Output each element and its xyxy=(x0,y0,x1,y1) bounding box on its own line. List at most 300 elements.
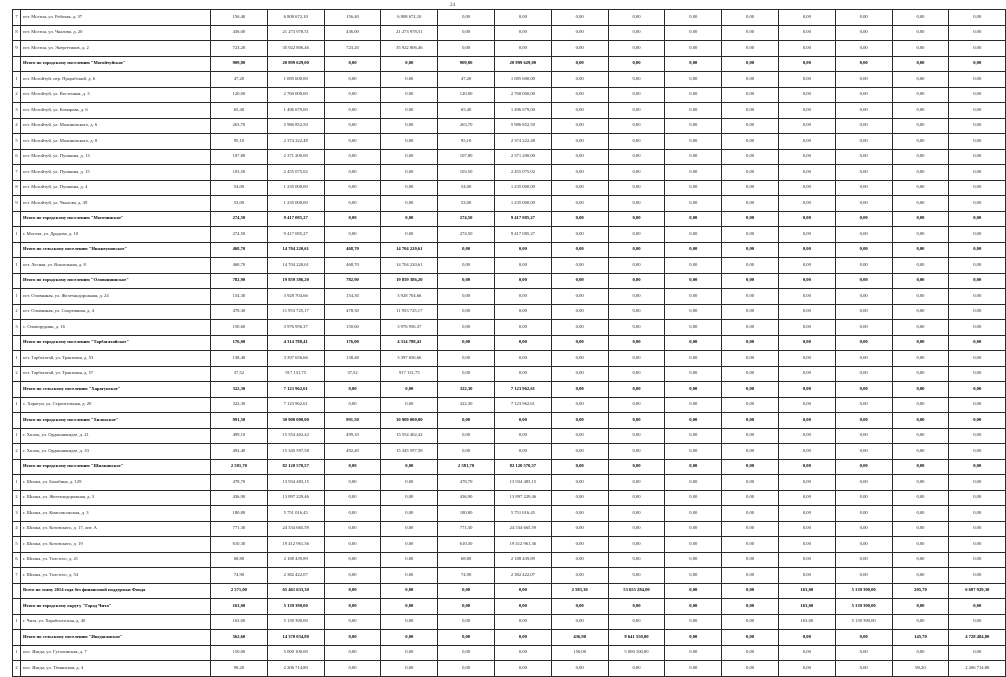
subtotal-label: Итого по городскому поселению "Оловяннинское" xyxy=(21,273,211,289)
value-cell: 0,00 xyxy=(949,521,1006,537)
value-cell: 0,00 xyxy=(835,242,892,258)
value-cell: 5 139 390,00 xyxy=(835,614,892,630)
value-cell: 0,00 xyxy=(835,304,892,320)
value-cell: 2 455 075,02 xyxy=(494,165,551,181)
row-index: 6 xyxy=(13,552,21,568)
value-cell: 0,00 xyxy=(778,56,835,72)
value-cell: 0,00 xyxy=(778,366,835,382)
value-cell: 0,00 xyxy=(722,397,779,413)
value-cell: 13 897 229,46 xyxy=(267,490,324,506)
value-cell: 0,00 xyxy=(381,459,438,475)
value-cell: 0,00 xyxy=(665,103,722,119)
value-cell: 0,00 xyxy=(835,661,892,677)
value-cell: 5 139 390,00 xyxy=(267,614,324,630)
table-row xyxy=(13,475,1006,491)
row-index: 8 xyxy=(13,25,21,41)
value-cell: 1 235 000,00 xyxy=(494,180,551,196)
value-cell: 0,00 xyxy=(835,227,892,243)
value-cell: 150,60 xyxy=(211,320,268,336)
value-cell: 0,00 xyxy=(722,366,779,382)
value-cell: 0,00 xyxy=(665,335,722,351)
row-index: 8 xyxy=(13,180,21,196)
value-cell: 2 583,30 xyxy=(551,583,608,599)
row-index: 1 xyxy=(13,227,21,243)
value-cell: 0,00 xyxy=(608,165,665,181)
value-cell: 0,00 xyxy=(665,25,722,41)
value-cell: 0,00 xyxy=(665,211,722,227)
value-cell: 0,00 xyxy=(722,41,779,57)
value-cell: 14 704 220,61 xyxy=(267,242,324,258)
value-cell: 0,00 xyxy=(324,459,381,475)
value-cell: 2 371 200,00 xyxy=(267,149,324,165)
value-cell: 0,00 xyxy=(665,568,722,584)
value-cell: 0,00 xyxy=(608,537,665,553)
value-cell: 0,00 xyxy=(722,459,779,475)
value-cell: 0,00 xyxy=(381,211,438,227)
value-cell: 723,20 xyxy=(211,41,268,57)
value-cell: 0,00 xyxy=(722,335,779,351)
value-cell: 0,00 xyxy=(665,444,722,460)
value-cell: 0,00 xyxy=(381,614,438,630)
table-row xyxy=(13,289,1006,305)
value-cell: 0,00 xyxy=(438,289,495,305)
subtotal-label: Итого по сельскому поселению "Харагунское" xyxy=(21,382,211,398)
address-cell: пгт. Могойтуй, ул. Комарова, д. 6 xyxy=(21,103,211,119)
address-cell: пгт. Оловянная, ул. Спортивная, д. 4 xyxy=(21,304,211,320)
value-cell: 21 273 978,51 xyxy=(267,25,324,41)
value-cell: 0,00 xyxy=(438,10,495,26)
value-cell: 0,00 xyxy=(551,537,608,553)
value-cell: 0,00 xyxy=(949,180,1006,196)
value-cell: 0,00 xyxy=(665,165,722,181)
value-cell: 0,00 xyxy=(665,599,722,615)
value-cell: 0,00 xyxy=(778,41,835,57)
table-row xyxy=(13,103,1006,119)
value-cell: 0,00 xyxy=(892,289,949,305)
value-cell: 163,00 xyxy=(211,614,268,630)
value-cell: 0,00 xyxy=(949,366,1006,382)
value-cell: 2 581,70 xyxy=(438,459,495,475)
value-cell: 0,00 xyxy=(949,459,1006,475)
value-cell: 0,00 xyxy=(892,444,949,460)
value-cell: 0,00 xyxy=(551,475,608,491)
value-cell: 0,00 xyxy=(665,614,722,630)
subtotal-row xyxy=(13,382,1006,398)
value-cell: 180,80 xyxy=(438,506,495,522)
value-cell: 0,00 xyxy=(324,134,381,150)
value-cell: 0,00 xyxy=(892,552,949,568)
value-cell: 0,00 xyxy=(608,568,665,584)
table-row xyxy=(13,320,1006,336)
value-cell: 0,00 xyxy=(551,41,608,57)
value-cell: 7 123 962,61 xyxy=(267,397,324,413)
value-cell: 0,00 xyxy=(665,382,722,398)
value-cell: 0,00 xyxy=(835,475,892,491)
value-cell: 0,00 xyxy=(324,211,381,227)
value-cell: 0,00 xyxy=(778,552,835,568)
value-cell: 35 922 806,46 xyxy=(267,41,324,57)
value-cell: 0,00 xyxy=(665,10,722,26)
value-cell: 274,50 xyxy=(211,211,268,227)
table-row xyxy=(13,227,1006,243)
value-cell: 0,00 xyxy=(551,242,608,258)
value-cell: 9 417 085,27 xyxy=(494,211,551,227)
value-cell: 0,00 xyxy=(892,10,949,26)
value-cell: 0,00 xyxy=(665,397,722,413)
row-index: 2 xyxy=(13,444,21,460)
value-cell: 5 751 016,45 xyxy=(494,506,551,522)
value-cell: 0,00 xyxy=(551,25,608,41)
value-cell: 120,00 xyxy=(438,87,495,103)
value-cell: 65 461 633,30 xyxy=(267,583,324,599)
value-cell: 0,00 xyxy=(949,10,1006,26)
value-cell: 0,00 xyxy=(892,568,949,584)
value-cell: 0,00 xyxy=(551,258,608,274)
value-cell: 468,70 xyxy=(211,242,268,258)
value-cell: 0,00 xyxy=(949,335,1006,351)
value-cell: 0,00 xyxy=(608,335,665,351)
value-cell: 0,00 xyxy=(835,87,892,103)
row-index: 3 xyxy=(13,103,21,119)
value-cell: 0,00 xyxy=(892,645,949,661)
value-cell: 82 120 570,57 xyxy=(494,459,551,475)
value-cell: 0,00 xyxy=(835,10,892,26)
value-cell: 0,00 xyxy=(438,335,495,351)
value-cell: 0,00 xyxy=(324,599,381,615)
value-cell: 0,00 xyxy=(608,41,665,57)
value-cell: 0,00 xyxy=(835,211,892,227)
value-cell: 0,00 xyxy=(494,335,551,351)
value-cell: 2 382 422,07 xyxy=(494,568,551,584)
value-cell: 0,00 xyxy=(892,134,949,150)
table-row xyxy=(13,258,1006,274)
value-cell: 0,00 xyxy=(551,180,608,196)
value-cell: 0,00 xyxy=(892,599,949,615)
value-cell: 0,00 xyxy=(665,583,722,599)
value-cell: 54,00 xyxy=(438,180,495,196)
value-cell: 1 235 000,00 xyxy=(494,196,551,212)
table-row xyxy=(13,351,1006,367)
value-cell: 15 345 597,58 xyxy=(381,444,438,460)
address-cell: с. Харагун, ул. Строительная, д. 20 xyxy=(21,397,211,413)
table-row xyxy=(13,661,1006,677)
value-cell: 0,00 xyxy=(324,614,381,630)
value-cell: 0,00 xyxy=(494,645,551,661)
value-cell: 0,00 xyxy=(608,521,665,537)
value-cell: 0,00 xyxy=(778,490,835,506)
value-cell: 0,00 xyxy=(778,118,835,134)
value-cell: 0,00 xyxy=(438,258,495,274)
value-cell: 0,00 xyxy=(892,320,949,336)
value-cell: 0,00 xyxy=(551,428,608,444)
value-cell: 0,00 xyxy=(892,428,949,444)
value-cell: 0,00 xyxy=(494,413,551,429)
value-cell: 0,00 xyxy=(892,335,949,351)
value-cell: 0,00 xyxy=(778,506,835,522)
address-cell: г. Хилок, ул. Орджоникидзе, д. 21 xyxy=(21,428,211,444)
value-cell: 2 760 000,00 xyxy=(494,87,551,103)
value-cell: 499,10 xyxy=(211,428,268,444)
value-cell: 0,00 xyxy=(778,196,835,212)
value-cell: 909,80 xyxy=(211,56,268,72)
value-cell: 0,00 xyxy=(551,196,608,212)
value-cell: 138,48 xyxy=(324,351,381,367)
table-row xyxy=(13,366,1006,382)
value-cell: 0,00 xyxy=(892,537,949,553)
value-cell: 0,00 xyxy=(324,227,381,243)
value-cell: 0,00 xyxy=(381,475,438,491)
value-cell: 0,00 xyxy=(551,320,608,336)
value-cell: 0,00 xyxy=(722,211,779,227)
value-cell: 156,40 xyxy=(324,10,381,26)
value-cell: 436,00 xyxy=(324,25,381,41)
value-cell: 0,00 xyxy=(381,506,438,522)
value-cell: 0,00 xyxy=(835,428,892,444)
value-cell: 0,00 xyxy=(722,134,779,150)
value-cell: 15 554 402,42 xyxy=(267,428,324,444)
value-cell: 468,70 xyxy=(324,242,381,258)
subtotal-label: Всего по этапу 2014 года без финансовой поддержки Фонда xyxy=(21,583,211,599)
value-cell: 0,00 xyxy=(665,56,722,72)
value-cell: 68,80 xyxy=(438,552,495,568)
row-index: 1 xyxy=(13,397,21,413)
value-cell: 0,00 xyxy=(835,413,892,429)
value-cell: 6 808 672,10 xyxy=(267,10,324,26)
value-cell: 14 704 220,61 xyxy=(267,258,324,274)
value-cell: 0,00 xyxy=(438,304,495,320)
value-cell: 0,00 xyxy=(608,103,665,119)
table-row xyxy=(13,537,1006,553)
value-cell: 0,00 xyxy=(949,41,1006,57)
value-cell: 5 139 390,00 xyxy=(835,583,892,599)
value-cell: 0,00 xyxy=(438,645,495,661)
row-index xyxy=(13,382,21,398)
value-cell: 322,30 xyxy=(211,382,268,398)
value-cell: 0,00 xyxy=(381,599,438,615)
value-cell: 610,30 xyxy=(438,537,495,553)
value-cell: 917 131,75 xyxy=(267,366,324,382)
value-cell: 103,50 xyxy=(211,165,268,181)
value-cell: 0,00 xyxy=(949,568,1006,584)
table-row xyxy=(13,568,1006,584)
value-cell: 0,00 xyxy=(381,521,438,537)
value-cell: 0,00 xyxy=(892,273,949,289)
value-cell: 0,00 xyxy=(608,490,665,506)
value-cell: 0,00 xyxy=(551,149,608,165)
row-index: 2 xyxy=(13,87,21,103)
value-cell: 163,00 xyxy=(778,599,835,615)
value-cell: 0,00 xyxy=(949,227,1006,243)
subtotal-label: Итого по городскому поселению "Шилкинское" xyxy=(21,459,211,475)
table-row xyxy=(13,10,1006,26)
value-cell: 0,00 xyxy=(494,428,551,444)
value-cell: 478,70 xyxy=(438,475,495,491)
row-index: 1 xyxy=(13,645,21,661)
value-cell: 37,52 xyxy=(211,366,268,382)
value-cell: 2 374 222,48 xyxy=(267,134,324,150)
row-index: 1 xyxy=(13,475,21,491)
value-cell: 0,00 xyxy=(722,490,779,506)
value-cell: 0,00 xyxy=(438,320,495,336)
value-cell: 0,00 xyxy=(551,134,608,150)
value-cell: 0,00 xyxy=(494,289,551,305)
value-cell: 0,00 xyxy=(608,149,665,165)
value-cell: 0,00 xyxy=(778,180,835,196)
value-cell: 274,50 xyxy=(438,211,495,227)
value-cell: 0,00 xyxy=(665,475,722,491)
value-cell: 0,00 xyxy=(722,103,779,119)
value-cell: 4 728 484,80 xyxy=(949,630,1006,646)
value-cell: 0,00 xyxy=(665,134,722,150)
value-cell: 0,00 xyxy=(551,72,608,88)
value-cell: 0,00 xyxy=(722,165,779,181)
value-cell: 0,00 xyxy=(438,428,495,444)
value-cell: 0,00 xyxy=(608,320,665,336)
value-cell: 610,30 xyxy=(211,537,268,553)
page-number: 24 xyxy=(450,3,455,8)
value-cell: 0,00 xyxy=(722,227,779,243)
value-cell: 13 897 229,46 xyxy=(494,490,551,506)
value-cell: 0,00 xyxy=(778,25,835,41)
value-cell: 30 900 000,00 xyxy=(267,413,324,429)
value-cell: 0,00 xyxy=(381,227,438,243)
value-cell: 0,00 xyxy=(494,242,551,258)
value-cell: 322,30 xyxy=(438,397,495,413)
value-cell: 0,00 xyxy=(551,335,608,351)
value-cell: 0,00 xyxy=(494,583,551,599)
table-row xyxy=(13,304,1006,320)
value-cell: 0,00 xyxy=(949,273,1006,289)
table-row xyxy=(13,118,1006,134)
value-cell: 0,00 xyxy=(835,444,892,460)
value-cell: 0,00 xyxy=(551,444,608,460)
value-cell: 436,00 xyxy=(211,25,268,41)
value-cell: 2 206 714,80 xyxy=(267,661,324,677)
value-cell: 0,00 xyxy=(835,552,892,568)
table-row xyxy=(13,521,1006,537)
row-index: 6 xyxy=(13,149,21,165)
value-cell: 0,00 xyxy=(949,196,1006,212)
subtotal-label: Итого по сельскому поселению "Ингдаганское" xyxy=(21,630,211,646)
value-cell: 0,00 xyxy=(438,41,495,57)
value-cell: 0,00 xyxy=(778,304,835,320)
row-index: 1 xyxy=(13,351,21,367)
value-cell: 0,00 xyxy=(324,382,381,398)
value-cell: 0,00 xyxy=(778,134,835,150)
table-row xyxy=(13,614,1006,630)
value-cell: 0,00 xyxy=(778,537,835,553)
row-index: 1 xyxy=(13,614,21,630)
value-cell: 0,00 xyxy=(381,149,438,165)
value-cell: 74,90 xyxy=(438,568,495,584)
value-cell: 0,00 xyxy=(892,351,949,367)
value-cell: 47,20 xyxy=(438,72,495,88)
address-cell: г. Чита, ул. Харабогатская, д. 40 xyxy=(21,614,211,630)
value-cell: 0,00 xyxy=(551,227,608,243)
value-cell: 0,00 xyxy=(608,459,665,475)
value-cell: 0,00 xyxy=(551,521,608,537)
subtotal-label: Итого по городскому поселению "Тарбагатайское" xyxy=(21,335,211,351)
value-cell: 0,00 xyxy=(949,149,1006,165)
value-cell: 0,00 xyxy=(608,413,665,429)
value-cell: 1 496 679,00 xyxy=(494,103,551,119)
value-cell: 0,00 xyxy=(722,72,779,88)
value-cell: 0,00 xyxy=(949,211,1006,227)
value-cell: 0,00 xyxy=(381,382,438,398)
row-index: 3 xyxy=(13,506,21,522)
value-cell: 0,00 xyxy=(494,258,551,274)
value-cell: 0,00 xyxy=(722,475,779,491)
subtotal-row xyxy=(13,56,1006,72)
value-cell: 0,00 xyxy=(381,134,438,150)
row-index xyxy=(13,459,21,475)
value-cell: 30 900 000,00 xyxy=(381,413,438,429)
value-cell: 1 085 600,00 xyxy=(494,72,551,88)
value-cell: 0,00 xyxy=(438,413,495,429)
row-index: 5 xyxy=(13,537,21,553)
value-cell: 0,00 xyxy=(949,118,1006,134)
value-cell: 0,00 xyxy=(665,661,722,677)
value-cell: 0,00 xyxy=(438,273,495,289)
value-cell: 723,20 xyxy=(324,41,381,57)
value-cell: 0,00 xyxy=(892,25,949,41)
value-cell: 0,00 xyxy=(324,56,381,72)
value-cell: 0,00 xyxy=(835,335,892,351)
value-cell: 0,00 xyxy=(778,211,835,227)
row-index: 4 xyxy=(13,118,21,134)
value-cell: 0,00 xyxy=(551,103,608,119)
value-cell: 0,00 xyxy=(835,366,892,382)
row-index: 1 xyxy=(13,428,21,444)
value-cell: 163,00 xyxy=(778,614,835,630)
row-index: 2 xyxy=(13,366,21,382)
value-cell: 0,00 xyxy=(949,25,1006,41)
value-cell: 0,00 xyxy=(778,72,835,88)
value-cell: 0,00 xyxy=(438,661,495,677)
value-cell: 0,00 xyxy=(949,475,1006,491)
value-cell: 0,00 xyxy=(324,583,381,599)
table-row xyxy=(13,180,1006,196)
address-cell: г. Могоча, ул. Дродова, д. 10 xyxy=(21,227,211,243)
subtotal-label: Итого по сельскому поселению "Нижнеумовское" xyxy=(21,242,211,258)
table-row xyxy=(13,490,1006,506)
value-cell: 0,00 xyxy=(892,41,949,57)
value-cell: 19 412 961,36 xyxy=(494,537,551,553)
value-cell: 0,00 xyxy=(949,351,1006,367)
value-cell: 13 934 483,15 xyxy=(267,475,324,491)
value-cell: 6 687 929,30 xyxy=(949,583,1006,599)
value-cell: 163,00 xyxy=(778,583,835,599)
value-cell: 0,00 xyxy=(608,227,665,243)
value-cell: 0,00 xyxy=(324,149,381,165)
value-cell: 65,40 xyxy=(211,103,268,119)
subtotal-row xyxy=(13,273,1006,289)
value-cell: 54,00 xyxy=(211,180,268,196)
value-cell: 0,00 xyxy=(778,227,835,243)
value-cell: 0,00 xyxy=(722,242,779,258)
address-cell: г. Шилка, ул. Толстого, д. 21 xyxy=(21,552,211,568)
value-cell: 0,00 xyxy=(324,645,381,661)
value-cell: 1 235 000,00 xyxy=(267,180,324,196)
table-row xyxy=(13,25,1006,41)
value-cell: 0,00 xyxy=(665,459,722,475)
value-cell: 0,00 xyxy=(665,645,722,661)
value-cell: 0,00 xyxy=(551,211,608,227)
table-row xyxy=(13,134,1006,150)
value-cell: 0,00 xyxy=(381,118,438,134)
value-cell: 0,00 xyxy=(722,599,779,615)
table-row xyxy=(13,196,1006,212)
